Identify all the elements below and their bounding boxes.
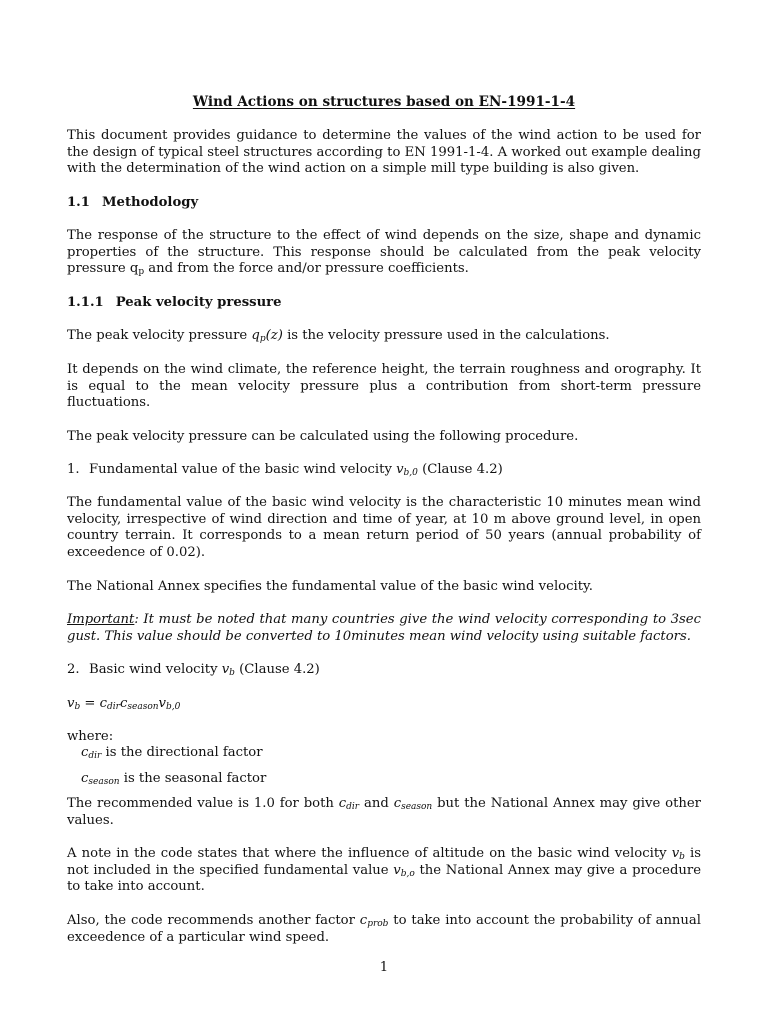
note-vbo-subscript: b,o	[400, 868, 415, 879]
recommended-text-2: and	[359, 796, 394, 811]
where-label: where:	[67, 729, 114, 744]
note-text-2: is not included in the specified fundamental value	[67, 846, 701, 878]
also-text-1: Also, the code recommends another factor	[67, 913, 360, 928]
definition-c-season	[67, 771, 715, 788]
important-label: Important	[67, 612, 135, 627]
step-1-text: Fundamental value of the basic wind velocity	[89, 462, 397, 477]
formula-c-dir: c	[99, 696, 108, 711]
def-c-season-symbol: c	[81, 771, 89, 786]
def-c-dir-subscript: dir	[88, 751, 102, 761]
peak-paragraph-3: The peak velocity pressure can be calculated using the following procedure.	[67, 429, 579, 444]
formula-v-subscript: b,0	[166, 702, 181, 712]
note-vb-subscript: b	[679, 852, 685, 862]
section-heading-methodology	[67, 195, 198, 212]
recommended-text-1: The recommended value is 1.0 for both	[67, 796, 339, 811]
recommended-c-season-subscript: season	[401, 802, 433, 812]
peak-p1-text: The peak velocity pressure	[67, 328, 252, 343]
formula-c-season-subscript: season	[127, 702, 159, 712]
step-1-subscript: b,0	[403, 468, 418, 478]
step-2-clause: (Clause 4.2)	[234, 662, 320, 677]
also-c-prob-subscript: prob	[367, 919, 389, 929]
peak-p1-arg: (z)	[265, 328, 283, 343]
step-2-number: 2.	[67, 662, 80, 677]
peak-paragraph-2: It depends on the wind climate, the reference height, the terrain roughness and orography. It is equal to the mean velocity pressure plus a contribution from short-term pressure fluctuations.	[67, 362, 701, 411]
step-1-number: 1.	[67, 462, 80, 477]
formula-v: v	[158, 696, 166, 711]
step-2-text: Basic wind velocity	[89, 662, 222, 677]
document-title: Wind Actions on structures based on EN-1991-1-4	[192, 94, 576, 110]
peak-p1-text-end: is the velocity pressure used in the calculations.	[282, 328, 610, 343]
section-number: 1.1	[67, 195, 90, 210]
peak-paragraph-1	[67, 328, 701, 345]
step-1-clause: (Clause 4.2)	[417, 462, 503, 477]
def-c-season-text: is the seasonal factor	[119, 771, 267, 786]
national-annex-paragraph: The National Annex specifies the fundamental value of the basic wind velocity.	[67, 579, 593, 594]
formula-c-dir-subscript: dir	[107, 702, 120, 712]
def-c-dir-symbol: c	[81, 745, 89, 760]
methodology-paragraph	[67, 228, 701, 278]
page-number: 1	[379, 960, 389, 975]
def-c-season-subscript: season	[88, 777, 120, 787]
intro-paragraph: This document provides guidance to determine the values of the wind action to be used for the design of typical steel structures according to EN 1991-1-4. A worked out example dealing with the determination of the wind action on a simple mill type building is also given.	[67, 128, 701, 177]
formula-lhs: v	[67, 696, 75, 711]
step-2-subscript: b	[229, 668, 235, 678]
recommended-text-3: but the National Annex may give other values.	[67, 796, 701, 828]
formula-equals: =	[80, 696, 100, 711]
recommended-c-dir: c	[338, 796, 347, 811]
subsection-number: 1.1.1	[67, 295, 104, 310]
formula-lhs-subscript: b	[74, 702, 81, 712]
methodology-text: The response of the structure to the effect of wind depends on the size, shape and dynamic properties of the structure. This response should be calculated from the peak velocity pressure q	[67, 228, 701, 277]
note-text-3: the National Annex may give a procedure to take into account.	[67, 862, 701, 895]
methodology-subscript: p	[138, 267, 145, 278]
section-title: Methodology	[101, 195, 199, 210]
recommended-value-paragraph	[67, 796, 701, 829]
step-2-symbol: v	[221, 662, 230, 677]
section-heading-peak-velocity	[67, 295, 282, 312]
also-text-2: to take into account the probability of annual exceedence of a particular wind speed.	[67, 913, 702, 945]
note-vb: v	[671, 846, 680, 861]
peak-p1-symbol: q	[251, 328, 260, 343]
note-text-1: A note in the code states that where the influence of altitude on the basic wind velocity	[67, 846, 672, 861]
peak-p1-subscript: p	[259, 334, 266, 344]
probability-factor-paragraph	[67, 913, 701, 946]
recommended-c-season: c	[393, 796, 402, 811]
step-1-paragraph: The fundamental value of the basic wind velocity is the characteristic 10 minutes mean wind velocity, irrespective of wind direction and time of year, at 10 m above ground level, in open country terrain. It corresponds to a mean return period of 50 years (annual probability of exceedence of 0.02).	[67, 495, 701, 560]
basic-velocity-formula	[67, 696, 701, 713]
altitude-note-paragraph	[67, 846, 701, 896]
step-2-heading	[67, 662, 701, 679]
definition-c-dir	[67, 745, 715, 762]
important-text: : It must be noted that many countries give the wind velocity corresponding to 3sec gust. This value should be converted to 10minutes mean wind velocity using suitable factors.	[67, 612, 701, 644]
also-c-prob: c	[359, 913, 368, 928]
step-1-heading	[67, 462, 701, 479]
recommended-c-dir-subscript: dir	[346, 802, 360, 812]
formula-c-season: c	[120, 696, 128, 711]
step-1-symbol: v	[396, 462, 404, 477]
subsection-title: Peak velocity pressure	[115, 295, 282, 310]
important-note	[67, 612, 701, 645]
def-c-dir-text: is the directional factor	[101, 745, 263, 760]
methodology-text-end: and from the force and/or pressure coefficients.	[144, 261, 469, 277]
note-vbo: v	[393, 862, 401, 878]
